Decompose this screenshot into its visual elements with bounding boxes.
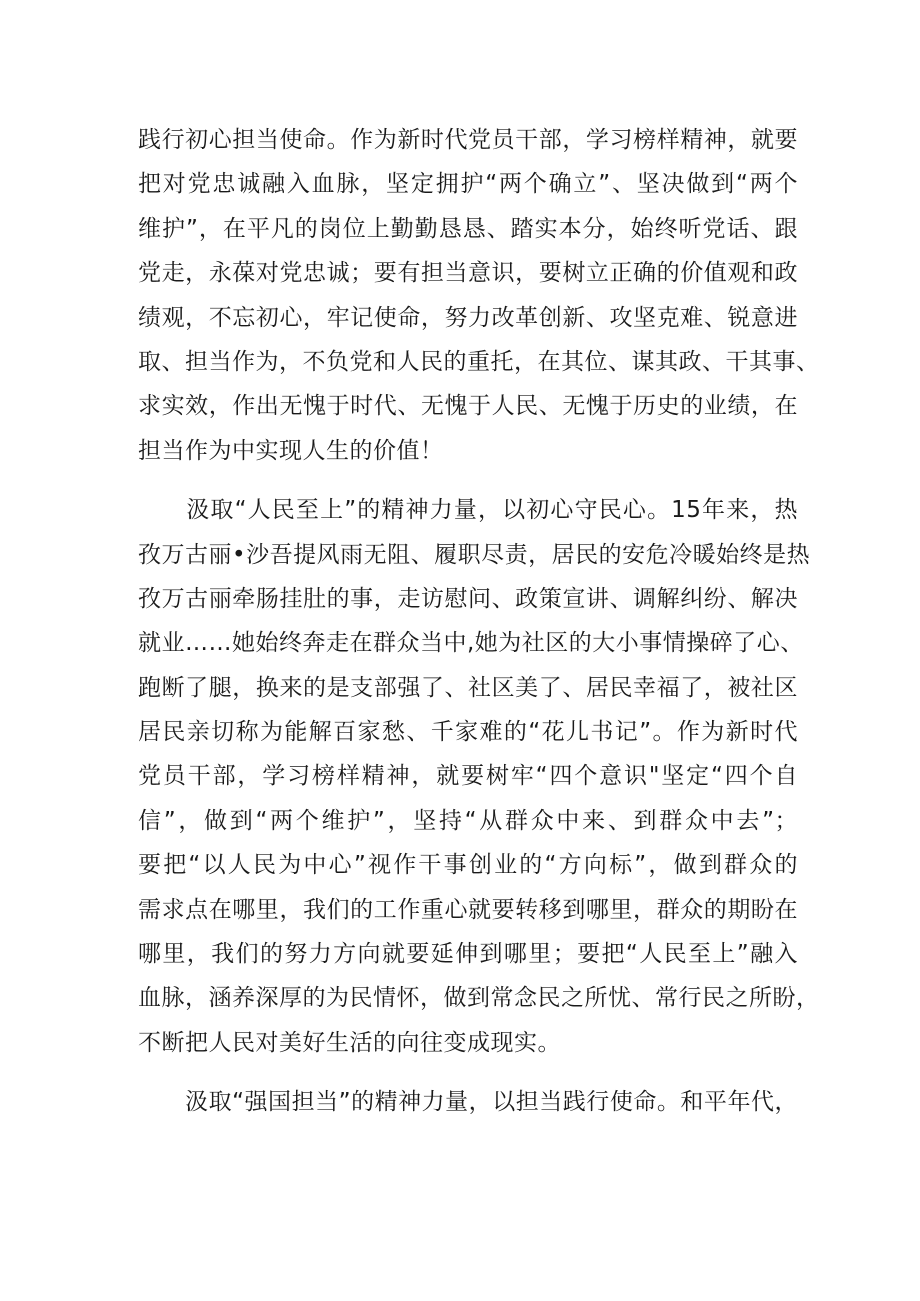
text-line: 需求点在哪里，我们的工作重心就要转移到哪里，群众的期盼在 xyxy=(138,896,798,923)
text-line: 不断把人民对美好生活的向往变成现实。 xyxy=(138,1029,561,1056)
text-line: 维护”，在平凡的岗位上勤勤恳恳、踏实本分，始终听党话、跟 xyxy=(138,215,798,242)
text-line: 就业……她始终奔走在群众当中,她为社区的大小事情操碎了心、 xyxy=(138,630,804,657)
text-line: 哪里，我们的努力方向就要延伸到哪里；要把“人民至上”融入 xyxy=(138,941,798,968)
text-line: 党走，永葆对党忠诚；要有担当意识，要树立正确的价值观和政 xyxy=(138,260,798,287)
paragraph-gap xyxy=(138,473,798,488)
text-line: 孜万古丽牵肠挂肚的事，走访慰问、政策宣讲、调解纠纷、解决 xyxy=(138,585,798,612)
text-line: 取、担当作为，不负党和人民的重托，在其位、谋其政、干其事、 xyxy=(138,348,820,375)
text-line: 把对党忠诚融入血脉，坚定拥护“两个确立”、坚决做到“两个 xyxy=(138,171,798,198)
text-line: 绩观，不忘初心，牢记使命，努力改革创新、攻坚克难、锐意进 xyxy=(138,304,798,331)
text-line: 汲取“人民至上”的精神力量，以初心守民心。15年来，热 xyxy=(138,497,798,524)
text-line: 党员干部，学习榜样精神，就要树牢“四个意识"坚定“四个自 xyxy=(138,763,798,790)
text-line: 担当作为中实现人生的价值！ xyxy=(138,437,444,464)
text-line: 信”，做到“两个维护”，坚持“从群众中来、到群众中去”； xyxy=(138,807,798,834)
paragraph-1 xyxy=(138,118,820,473)
text-line: 血脉，涵养深厚的为民情怀，做到常念民之所忧、常行民之所盼， xyxy=(138,985,820,1012)
document-body xyxy=(138,118,820,1125)
text-line: 要把“以人民为中心”视作干事创业的“方向标”，做到群众的 xyxy=(138,852,798,879)
text-line: 孜万古丽•沙吾提风雨无阻、履职尽责，居民的安危冷暖始终是热 xyxy=(138,541,811,568)
text-line: 跑断了腿，换来的是支部强了、社区美了、居民幸福了，被社区 xyxy=(138,674,798,701)
text-line: 汲取“强国担当”的精神力量，以担当践行使命。和平年代， xyxy=(138,1089,798,1116)
text-line: 求实效，作出无愧于时代、无愧于人民、无愧于历史的业绩，在 xyxy=(138,393,798,420)
paragraph-gap xyxy=(138,1065,798,1080)
paragraph-2 xyxy=(138,488,820,1065)
text-line: 践行初心担当使命。作为新时代党员干部，学习榜样精神，就要 xyxy=(138,127,798,153)
paragraph-3 xyxy=(138,1080,798,1124)
text-line: 居民亲切称为能解百家愁、千家难的“花儿书记”。作为新时代 xyxy=(138,719,798,746)
